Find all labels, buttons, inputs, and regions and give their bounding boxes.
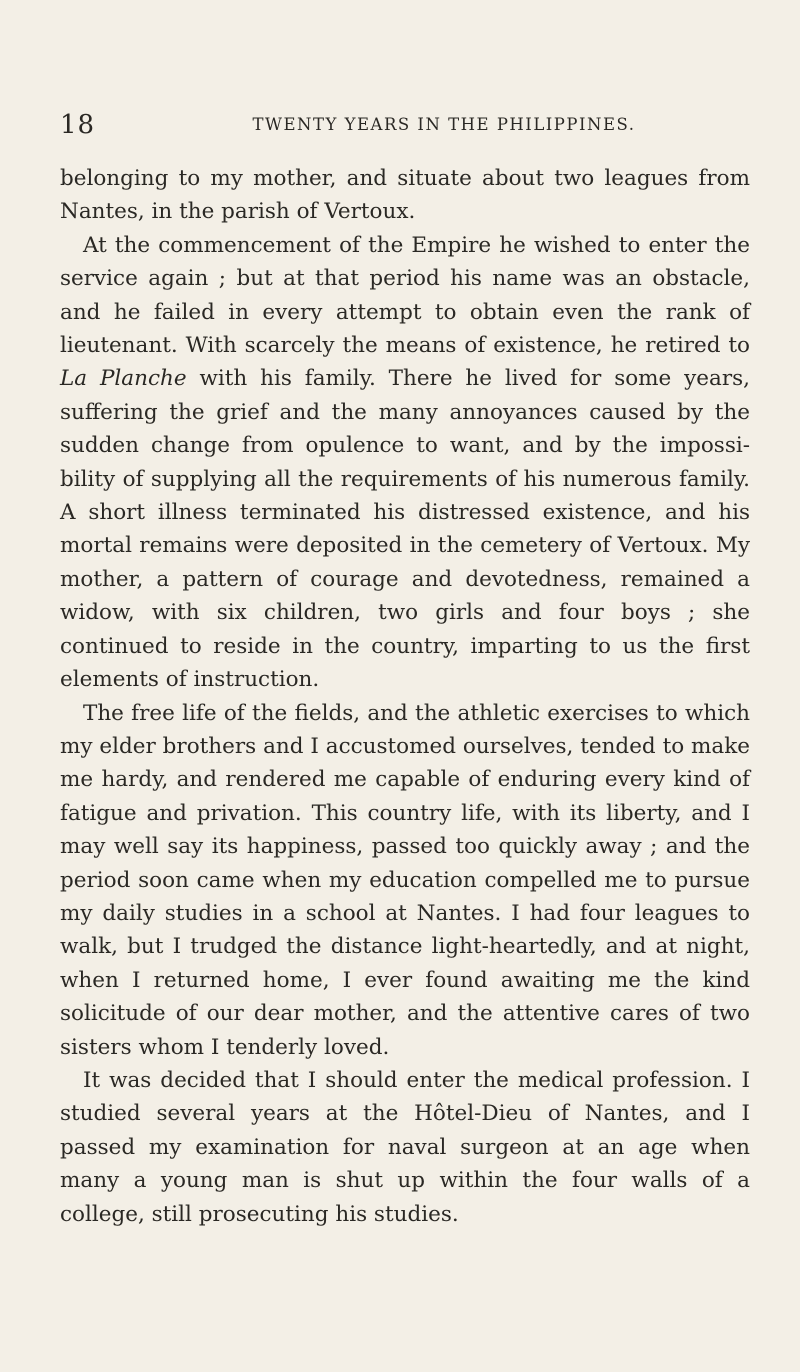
paragraph-4: It was decided that I should enter the medical profession. I studied several years at the Hôtel-Dieu of Nantes, and I passed my examination for naval surgeon at an age when many a young man is shut up within the four walls of a college, still prosecuting his studies. (60, 1067, 750, 1227)
page-number: 18 (60, 110, 96, 140)
running-head (60, 110, 750, 140)
paragraph-2 (60, 229, 750, 697)
paragraph-2-part-2: with his family. There he lived for some years, suffering the grief and the many annoyances caused by the sudden change from opulence to want, and by the impossibility of supplying all the requirements of his numerous family. A short illness terminated his distressed existence, and his mortal remains were deposited in the cemetery of Vertoux. My mother, a pattern of courage and devotedness, remained a widow, with six children, two girls and four boys ; she continued to reside in the country, imparting to us the first elements of instruction. (60, 366, 750, 693)
body-text (60, 162, 750, 1231)
paragraph-3: The free life of the fields, and the athletic exercises to which my elder brothers and I accustomed ourselves, tended to make me hardy, and rendered me capable of enduring every kind of fatigue and privation. This country life, with its liberty, and I may well say its happiness, passed too quickly away ; and the period soon came when my education compelled me to pursue my daily studies in a school at Nantes. I had four leagues to walk, but I trudged the distance light-heartedly, and at night, when I returned home, I ever found awaiting me the kind solicitude of our dear mother, and the attentive cares of two sisters whom I tenderly loved. (60, 700, 750, 1060)
paragraph-2-part-1: At the commencement of the Empire he wished to enter the service again ; but at that period his name was an obstacle, and he failed in every attempt to obtain even the rank of lieutenant. With scarcely the means of existence, he retired to (60, 232, 750, 359)
paragraph-1: belonging to my mother, and situate about two leagues from Nantes, in the parish of Vertoux. (60, 166, 750, 225)
running-title: TWENTY YEARS IN THE PHILIPPINES. (252, 115, 636, 134)
place-name-la-planche: La Planche (60, 366, 187, 392)
